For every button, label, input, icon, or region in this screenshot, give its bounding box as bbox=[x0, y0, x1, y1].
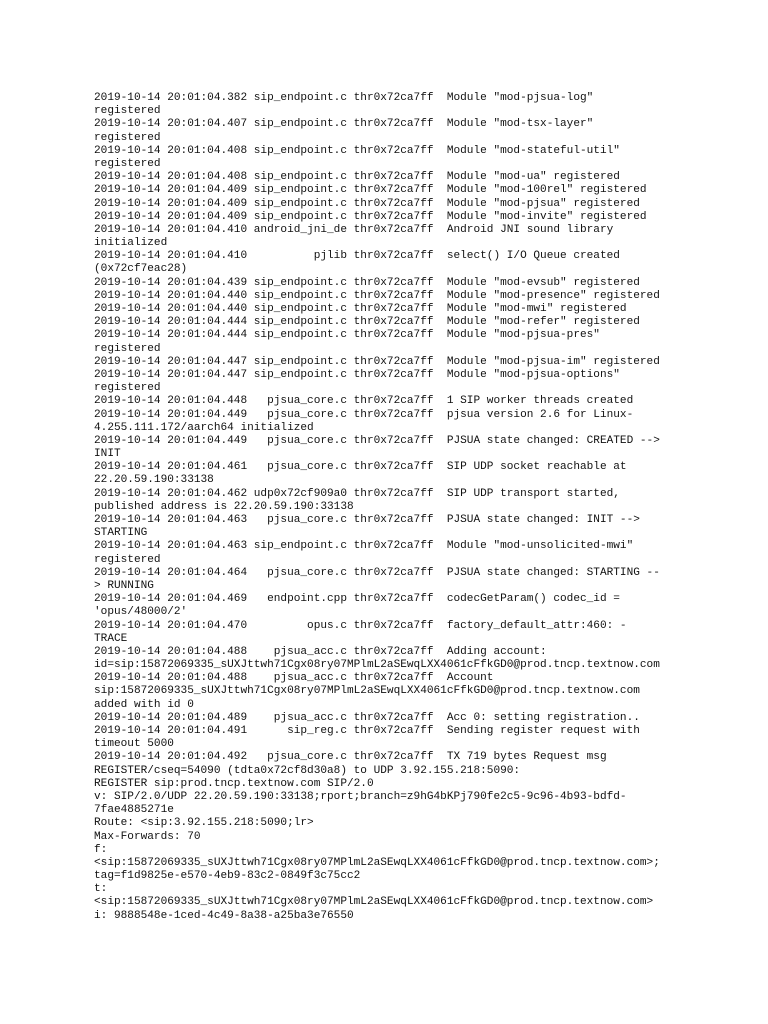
log-line: 2019-10-14 20:01:04.439 sip_endpoint.c thr0x72ca7ff Module "mod-evsub" registered bbox=[94, 276, 640, 289]
log-line: 2019-10-14 20:01:04.409 sip_endpoint.c thr0x72ca7ff Module "mod-pjsua" registered bbox=[94, 197, 640, 210]
log-line: 2019-10-14 20:01:04.492 pjsua_core.c thr0x72ca7ff TX 719 bytes Request msg bbox=[94, 751, 607, 764]
log-line: 2019-10-14 20:01:04.447 sip_endpoint.c thr0x72ca7ff Module "mod-pjsua-im" registered bbox=[94, 355, 660, 368]
log-line: 2019-10-14 20:01:04.408 sip_endpoint.c thr0x72ca7ff Module "mod-ua" registered bbox=[94, 171, 620, 184]
log-line: timeout 5000 bbox=[94, 738, 174, 751]
log-line: 2019-10-14 20:01:04.462 udp0x72cf909a0 thr0x72ca7ff SIP UDP transport started, bbox=[94, 487, 620, 500]
log-line: 2019-10-14 20:01:04.409 sip_endpoint.c thr0x72ca7ff Module "mod-invite" registered bbox=[94, 210, 647, 223]
log-line: INIT bbox=[94, 448, 121, 461]
log-line: registered bbox=[94, 382, 161, 395]
log-line: 2019-10-14 20:01:04.464 pjsua_core.c thr0x72ca7ff PJSUA state changed: STARTING -- bbox=[94, 566, 660, 579]
log-line: 2019-10-14 20:01:04.440 sip_endpoint.c thr0x72ca7ff Module "mod-presence" registered bbox=[94, 289, 660, 302]
log-line: 2019-10-14 20:01:04.407 sip_endpoint.c thr0x72ca7ff Module "mod-tsx-layer" bbox=[94, 118, 594, 131]
log-line: 2019-10-14 20:01:04.488 pjsua_acc.c thr0x72ca7ff Account bbox=[94, 672, 494, 685]
log-line: Route: <sip:3.92.155.218:5090;lr> bbox=[94, 817, 314, 830]
log-line: 'opus/48000/2' bbox=[94, 606, 188, 619]
log-line: REGISTER sip:prod.tncp.textnow.com SIP/2.0 bbox=[94, 777, 374, 790]
log-line: 2019-10-14 20:01:04.489 pjsua_acc.c thr0x72ca7ff Acc 0: setting registration.. bbox=[94, 711, 640, 724]
log-line: initialized bbox=[94, 237, 168, 250]
log-line: 22.20.59.190:33138 bbox=[94, 474, 214, 487]
log-line: registered bbox=[94, 342, 161, 355]
log-line: TRACE bbox=[94, 632, 128, 645]
log-line: 2019-10-14 20:01:04.449 pjsua_core.c thr0x72ca7ff PJSUA state changed: CREATED --> bbox=[94, 434, 660, 447]
log-line: published address is 22.20.59.190:33138 bbox=[94, 500, 354, 513]
log-line: added with id 0 bbox=[94, 698, 194, 711]
log-line: 2019-10-14 20:01:04.470 opus.c thr0x72ca7ff factory_default_attr:460: - bbox=[94, 619, 627, 632]
log-line: 2019-10-14 20:01:04.444 sip_endpoint.c thr0x72ca7ff Module "mod-refer" registered bbox=[94, 316, 640, 329]
log-line: 2019-10-14 20:01:04.488 pjsua_acc.c thr0x72ca7ff Adding account: bbox=[94, 645, 547, 658]
log-line: 2019-10-14 20:01:04.408 sip_endpoint.c thr0x72ca7ff Module "mod-stateful-util" bbox=[94, 144, 620, 157]
log-line: 2019-10-14 20:01:04.444 sip_endpoint.c thr0x72ca7ff Module "mod-pjsua-pres" bbox=[94, 329, 600, 342]
log-line: t: bbox=[94, 883, 108, 896]
log-line: tag=f1d9825e-e570-4eb9-83c2-0849f3c75cc2 bbox=[94, 870, 361, 883]
log-line: 2019-10-14 20:01:04.440 sip_endpoint.c thr0x72ca7ff Module "mod-mwi" registered bbox=[94, 303, 627, 315]
log-line: STARTING bbox=[94, 527, 148, 540]
log-line: 2019-10-14 20:01:04.463 pjsua_core.c thr0x72ca7ff PJSUA state changed: INIT --> bbox=[94, 514, 640, 526]
log-line: > RUNNING bbox=[94, 579, 154, 592]
log-line: registered bbox=[94, 105, 161, 118]
log-line: (0x72cf7eac28) bbox=[94, 263, 188, 276]
log-line: 2019-10-14 20:01:04.449 pjsua_core.c thr0x72ca7ff pjsua version 2.6 for Linux- bbox=[94, 408, 634, 421]
log-line: 2019-10-14 20:01:04.448 pjsua_core.c thr0x72ca7ff 1 SIP worker threads created bbox=[94, 395, 634, 408]
log-line: registered bbox=[94, 131, 161, 144]
log-line: id=sip:15872069335_sUXJttwh71Cgx08ry07MPlmL2aSEwqLXX4061cFfkGD0@prod.tncp.textnow.com bbox=[94, 659, 660, 672]
log-line: Max-Forwards: 70 bbox=[94, 830, 201, 843]
log-line: registered bbox=[94, 553, 161, 566]
log-line: 2019-10-14 20:01:04.410 android_jni_de thr0x72ca7ff Android JNI sound library bbox=[94, 223, 614, 236]
log-line: f: bbox=[94, 843, 108, 856]
log-text-block bbox=[94, 92, 694, 923]
log-line: v: SIP/2.0/UDP 22.20.59.190:33138;rport;branch=z9hG4bKPj790fe2c5-9c96-4b93-bdfd- bbox=[94, 790, 627, 803]
log-line: i: 9888548e-1ced-4c49-8a38-a25ba3e76550 bbox=[94, 909, 354, 922]
log-line: 2019-10-14 20:01:04.469 endpoint.cpp thr0x72ca7ff codecGetParam() codec_id = bbox=[94, 593, 620, 606]
log-line: 2019-10-14 20:01:04.410 pjlib thr0x72ca7ff select() I/O Queue created bbox=[94, 250, 620, 263]
log-line: 2019-10-14 20:01:04.382 sip_endpoint.c thr0x72ca7ff Module "mod-pjsua-log" bbox=[94, 92, 594, 104]
log-line: 4.255.111.172/aarch64 initialized bbox=[94, 421, 314, 434]
log-line: 7fae4885271e bbox=[94, 804, 174, 817]
log-line: 2019-10-14 20:01:04.447 sip_endpoint.c thr0x72ca7ff Module "mod-pjsua-options" bbox=[94, 368, 620, 381]
log-line: registered bbox=[94, 157, 161, 170]
log-line: sip:15872069335_sUXJttwh71Cgx08ry07MPlmL2aSEwqLXX4061cFfkGD0@prod.tncp.textnow.com bbox=[94, 685, 640, 698]
log-line: 2019-10-14 20:01:04.491 sip_reg.c thr0x72ca7ff Sending register request with bbox=[94, 725, 640, 737]
log-line: 2019-10-14 20:01:04.409 sip_endpoint.c thr0x72ca7ff Module "mod-100rel" registered bbox=[94, 184, 647, 197]
log-line: <sip:15872069335_sUXJttwh71Cgx08ry07MPlmL2aSEwqLXX4061cFfkGD0@prod.tncp.textnow.com> bbox=[94, 896, 654, 909]
log-line: <sip:15872069335_sUXJttwh71Cgx08ry07MPlmL2aSEwqLXX4061cFfkGD0@prod.tncp.textnow.com>; bbox=[94, 856, 660, 869]
log-line: REGISTER/cseq=54090 (tdta0x72cf8d30a8) to UDP 3.92.155.218:5090: bbox=[94, 764, 521, 777]
log-line: 2019-10-14 20:01:04.461 pjsua_core.c thr0x72ca7ff SIP UDP socket reachable at bbox=[94, 461, 627, 474]
log-line: 2019-10-14 20:01:04.463 sip_endpoint.c thr0x72ca7ff Module "mod-unsolicited-mwi" bbox=[94, 540, 634, 553]
